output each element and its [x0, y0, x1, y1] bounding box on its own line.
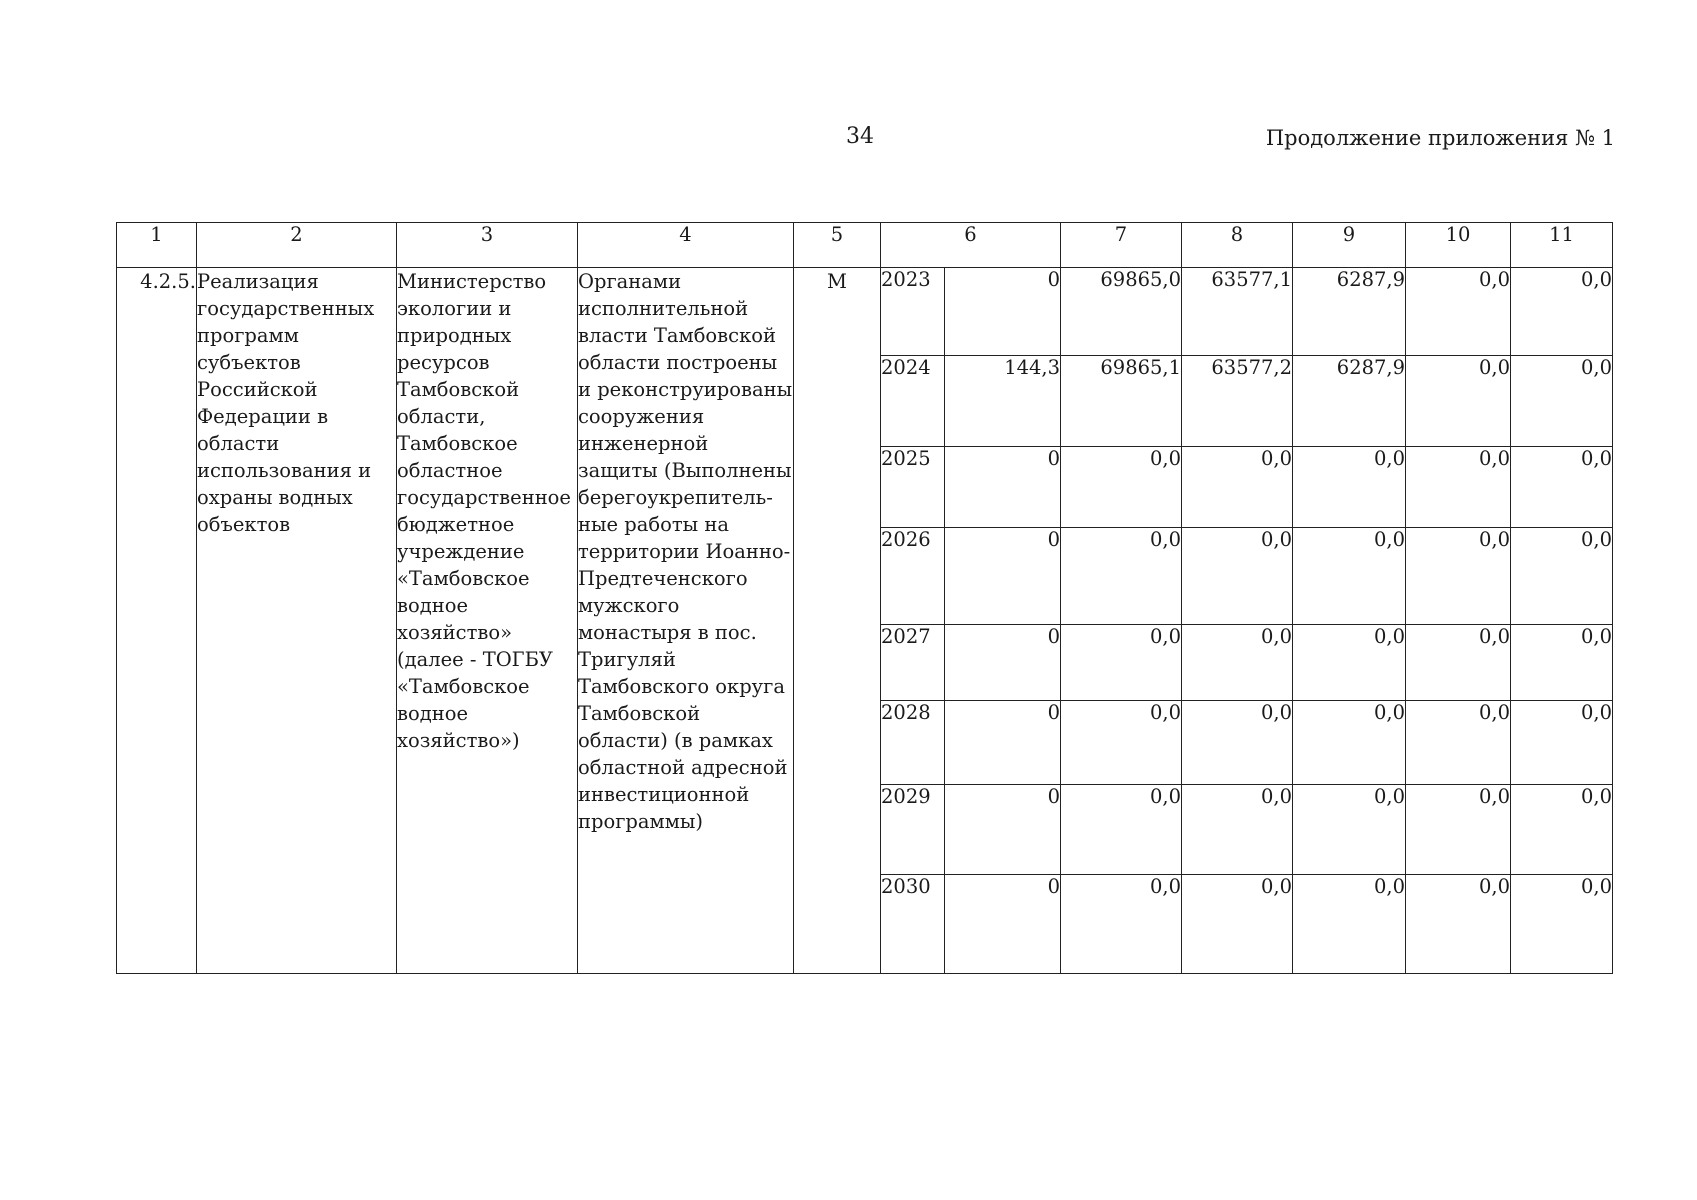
value-cell: 144,3	[945, 356, 1061, 447]
value-cell: 0	[945, 268, 1061, 356]
value-cell: 0	[945, 701, 1061, 785]
value-cell: 0,0	[1511, 625, 1613, 701]
value-cell: 0,0	[1511, 447, 1613, 528]
value-cell: 0,0	[1511, 785, 1613, 875]
value-cell: 0	[945, 625, 1061, 701]
year-cell: 2027	[881, 625, 945, 701]
value-cell: 69865,1	[1061, 356, 1182, 447]
value-cell: 0,0	[1511, 528, 1613, 625]
header-cell: 8	[1182, 223, 1293, 268]
value-cell: 0	[945, 447, 1061, 528]
page-number: 34	[846, 124, 874, 149]
program-table	[116, 222, 1613, 974]
value-cell: 63577,1	[1182, 268, 1293, 356]
header-cell: 1	[117, 223, 197, 268]
value-cell: 0,0	[1406, 447, 1511, 528]
value-cell: 0,0	[1182, 701, 1293, 785]
table-header-row	[117, 223, 1613, 268]
header-cell: 2	[197, 223, 397, 268]
year-cell: 2028	[881, 701, 945, 785]
value-cell: 0,0	[1293, 785, 1406, 875]
year-cell: 2025	[881, 447, 945, 528]
year-cell: 2023	[881, 268, 945, 356]
value-cell: 0,0	[1511, 701, 1613, 785]
value-cell: 0,0	[1406, 701, 1511, 785]
value-cell: 0	[945, 528, 1061, 625]
value-cell: 0	[945, 875, 1061, 974]
value-cell: 0,0	[1406, 528, 1511, 625]
item-name: Реализация государственных программ субъектов Российской Федерации в области использования и охраны водных объектов	[197, 268, 397, 974]
header-cell: 3	[397, 223, 578, 268]
value-cell: 0,0	[1061, 447, 1182, 528]
item-executor: Министерство экологии и природных ресурсов Тамбовской области, Тамбовское областное государственное бюджетное учреждение «Тамбовское водное хозяйство» (далее - ТОГБУ «Тамбовское водное хозяйство»)	[397, 268, 578, 974]
value-cell: 0,0	[1061, 528, 1182, 625]
year-cell: 2024	[881, 356, 945, 447]
value-cell: 69865,0	[1061, 268, 1182, 356]
item-mark: М	[794, 268, 881, 974]
header-cell: 9	[1293, 223, 1406, 268]
header-cell: 5	[794, 223, 881, 268]
value-cell: 0,0	[1511, 875, 1613, 974]
header-cell: 11	[1511, 223, 1613, 268]
value-cell: 0,0	[1182, 875, 1293, 974]
item-result: Органами исполнительной власти Тамбовской области построены и реконструированы сооружения инженерной защиты (Выполнены берегоукрепитель-ные работы на территории Иоанно-Предтеченского мужского монастыря в пос. Тригуляй Тамбовского округа Тамбовской области) (в рамках областной адресной инвестиционной программы)	[578, 268, 794, 974]
value-cell: 0,0	[1406, 268, 1511, 356]
header-cell: 6	[881, 223, 1061, 268]
value-cell: 0,0	[1293, 701, 1406, 785]
value-cell: 0,0	[1061, 875, 1182, 974]
value-cell: 0,0	[1061, 785, 1182, 875]
value-cell: 0,0	[1406, 356, 1511, 447]
value-cell: 0,0	[1406, 785, 1511, 875]
value-cell: 0,0	[1182, 528, 1293, 625]
value-cell: 0,0	[1182, 785, 1293, 875]
header-cell: 10	[1406, 223, 1511, 268]
annex-continuation-note: Продолжение приложения № 1	[1265, 126, 1615, 150]
value-cell: 0	[945, 785, 1061, 875]
value-cell: 0,0	[1293, 875, 1406, 974]
year-cell: 2030	[881, 875, 945, 974]
value-cell: 63577,2	[1182, 356, 1293, 447]
year-cell: 2029	[881, 785, 945, 875]
header-cell: 4	[578, 223, 794, 268]
value-cell: 0,0	[1182, 447, 1293, 528]
table-row	[117, 268, 1613, 356]
value-cell: 0,0	[1061, 625, 1182, 701]
value-cell: 0,0	[1293, 625, 1406, 701]
value-cell: 0,0	[1293, 447, 1406, 528]
value-cell: 6287,9	[1293, 356, 1406, 447]
value-cell: 0,0	[1406, 625, 1511, 701]
item-code: 4.2.5.	[117, 268, 197, 974]
value-cell: 6287,9	[1293, 268, 1406, 356]
header-cell: 7	[1061, 223, 1182, 268]
value-cell: 0,0	[1406, 875, 1511, 974]
value-cell: 0,0	[1061, 701, 1182, 785]
value-cell: 0,0	[1511, 268, 1613, 356]
value-cell: 0,0	[1511, 356, 1613, 447]
value-cell: 0,0	[1293, 528, 1406, 625]
year-cell: 2026	[881, 528, 945, 625]
value-cell: 0,0	[1182, 625, 1293, 701]
